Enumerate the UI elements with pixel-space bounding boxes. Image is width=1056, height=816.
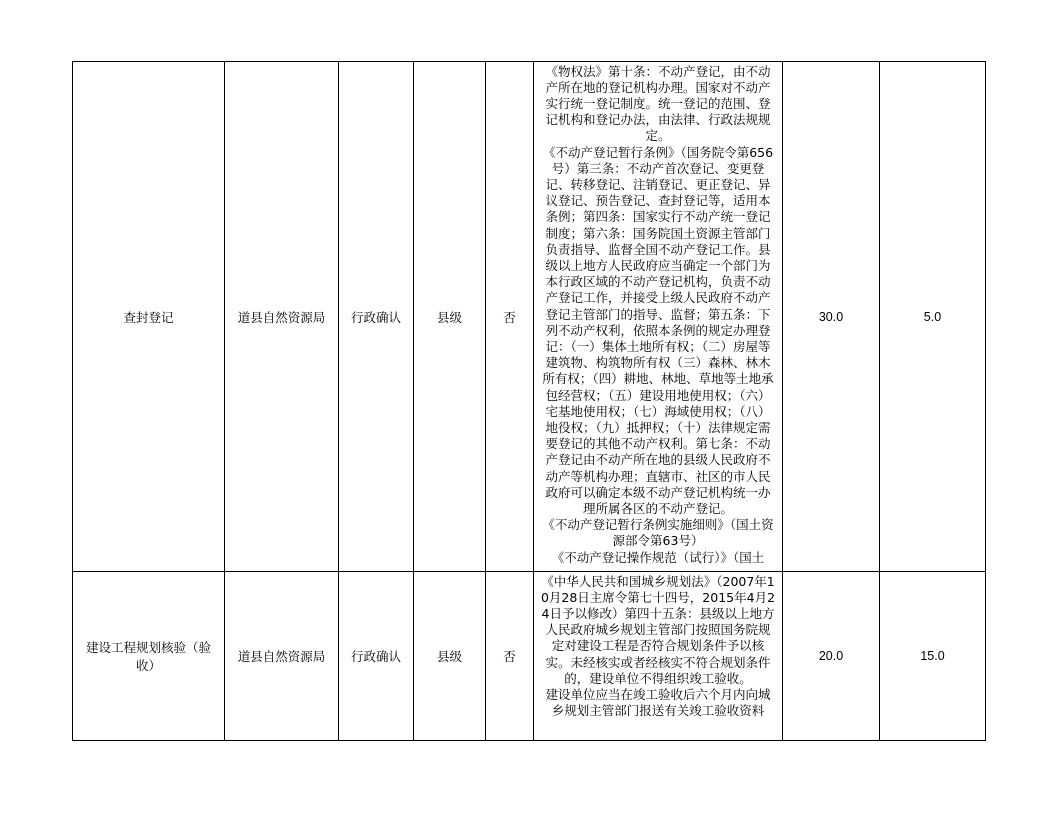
legal-basis-paragraph: 《中华人民共和国城乡规划法》（2007年10月28日主席令第七十四号，2015年4月24日予以修改）第四十五条：县级以上地方人民政府城乡规划主管部门按照国务院规定对建设工程是否符合规划条件予以核实。未经核实或者经核实不符合规划条件的，建设单位不得组织竣工验收。 — [540, 573, 776, 686]
item-type-cell: 行政确认 — [339, 572, 414, 741]
agency-cell: 道县自然资源局 — [225, 62, 339, 572]
item-name-cell: 建设工程规划核验（验收） — [73, 572, 225, 741]
flag-cell: 否 — [486, 572, 534, 741]
value-1-cell: 20.0 — [783, 572, 880, 741]
level-cell: 县级 — [414, 62, 486, 572]
legal-basis-cell — [534, 62, 783, 572]
value-1-cell: 30.0 — [783, 62, 880, 572]
legal-basis-paragraph: 《不动产登记暂行条例实施细则》（国土资源部令第63号） — [542, 517, 774, 549]
table-row — [73, 62, 986, 572]
table-row — [73, 572, 986, 741]
value-2-cell: 5.0 — [880, 62, 986, 572]
legal-basis-cell — [534, 572, 783, 741]
item-name-cell: 查封登记 — [73, 62, 225, 572]
legal-basis-paragraph: 建设单位应当在竣工验收后六个月内向城乡规划主管部门报送有关竣工验收资料 — [545, 686, 771, 719]
value-2-cell: 15.0 — [880, 572, 986, 741]
flag-cell: 否 — [486, 62, 534, 572]
level-cell: 县级 — [414, 572, 486, 741]
legal-basis-paragraph: 《物权法》第十条：不动产登记，由不动产所在地的登记机构办理。国家对不动产实行统一登记制度。统一登记的范围、登记机构和登记办法，由法律、行政法规规定。 — [545, 63, 771, 144]
legal-basis-paragraph: 《不动产登记操作规范（试行）》（国土 — [551, 549, 765, 565]
permit-table — [72, 61, 986, 741]
legal-basis-paragraph: 《不动产登记暂行条例》（国务院令第656号）第三条：不动产首次登记、变更登记、转移登记、注销登记、更正登记、异议登记、预告登记、查封登记等，适用本条例；第四条：国家实行不动产统一登记制度；第六条：国务院国土资源主管部门负责指导、监督全国不动产登记工作。县级以上地方人民政府应当确定一个部门为本行政区域的不动产登记机构，负责不动产登记工作，并接受上级人民政府不动产登记主管部门的指导、监督；第五条：下列不动产权利，依照本条例的规定办理登记：（一）集体土地所有权；（二）房屋等建筑物、构筑物所有权（三）森林、林木所有权；（四）耕地、林地、草地等土地承包经营权；（五）建设用地使用权；（六）宅基地使用权；（七）海域使用权；（八）地役权；（九）抵押权；（十）法律规定需要登记的其他不动产权利。第七条：不动产登记由不动产所在地的县级人民政府不动产等机构办理；直辖市、社区的市人民政府可以确定本级不动产登记机构统一办理所属各区的不动产登记。 — [542, 144, 774, 516]
item-type-cell: 行政确认 — [339, 62, 414, 572]
agency-cell: 道县自然资源局 — [225, 572, 339, 741]
